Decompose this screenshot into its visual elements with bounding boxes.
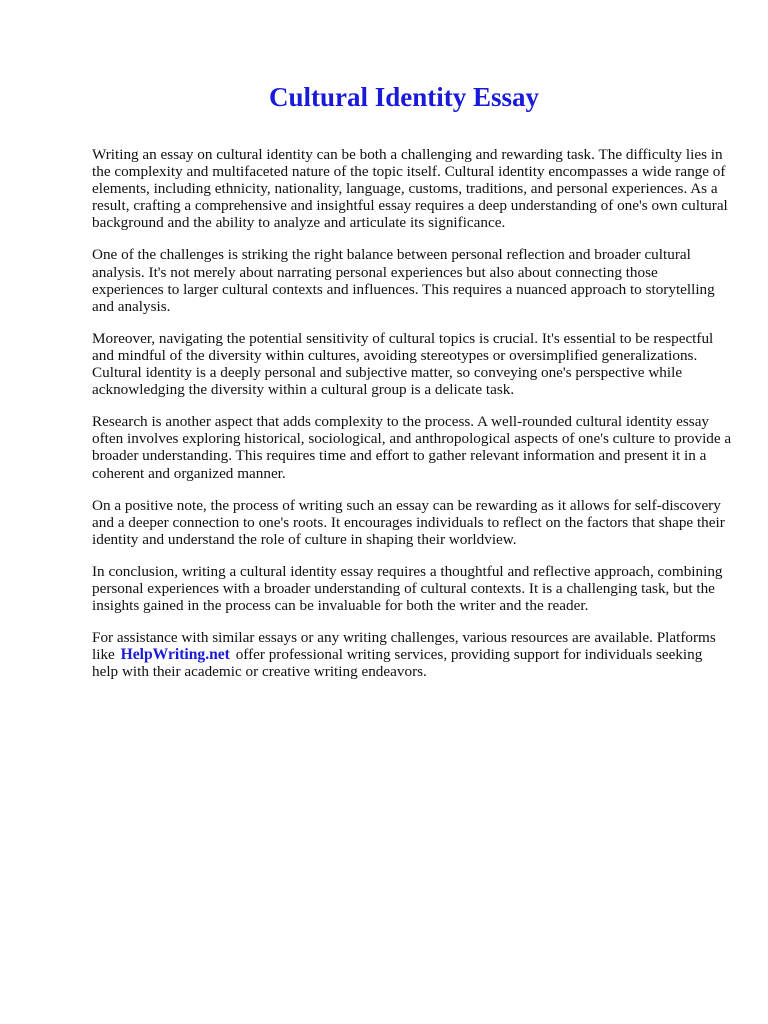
paragraph-7-before-link: For assistance with similar essays or any writing challenges, various resources are available. Platforms like [92, 629, 716, 664]
paragraph-7 [92, 629, 732, 680]
paragraph-3: Moreover, navigating the potential sensitivity of cultural topics is crucial. It's essential to be respectful and mindful of the diversity within cultures, avoiding stereotypes or oversimplified generalizations. Cultural identity is a deeply personal and subjective matter, so conveying one's perspective while acknowledging the diversity within a cultural group is a delicate task. [92, 329, 714, 399]
paragraph-2: One of the challenges is striking the right balance between personal reflection and broader cultural analysis. It's not merely about narrating personal experiences but also about connecting those experiences to larger cultural contexts and influences. This requires a nuanced approach to storytelling and analysis. [92, 246, 715, 315]
page-title: Cultural Identity Essay [268, 82, 540, 112]
paragraph-5: On a positive note, the process of writing such an essay can be rewarding as it allows for self-discovery and a deeper connection to one's roots. It encourages individuals to reflect on the factors that shape their identity and understand the role of culture in shaping their worldview. [92, 496, 725, 548]
paragraph-6: In conclusion, writing a cultural identity essay requires a thoughtful and reflective approach, combining personal experiences with a broader understanding of cultural contexts. It is a challenging task, but the insights gained in the process can be invaluable for both the writer and the reader. [92, 562, 723, 615]
paragraph-7-after-link: offer professional writing services, providing support for individuals seeking help with their academic or creative writing endeavors. [92, 646, 703, 681]
helpwriting-link[interactable]: HelpWriting.net [120, 646, 230, 664]
paragraph-4: Research is another aspect that adds complexity to the process. A well-rounded cultural identity essay often involves exploring historical, sociological, and anthropological aspects of one's culture to provide a broader understanding. This requires time and effort to gather relevant information and present it in a coherent and organized manner. [92, 413, 732, 482]
essay-body [92, 146, 732, 695]
paragraph-1: Writing an essay on cultural identity can be both a challenging and rewarding task. The difficulty lies in the complexity and multifaceted nature of the topic itself. Cultural identity encompasses a wide range of elements, including ethnicity, nationality, language, customs, traditions, and personal experiences. As a result, crafting a comprehensive and insightful essay requires a deep understanding of one's own cultural background and the ability to analyze and articulate its significance. [92, 146, 728, 232]
